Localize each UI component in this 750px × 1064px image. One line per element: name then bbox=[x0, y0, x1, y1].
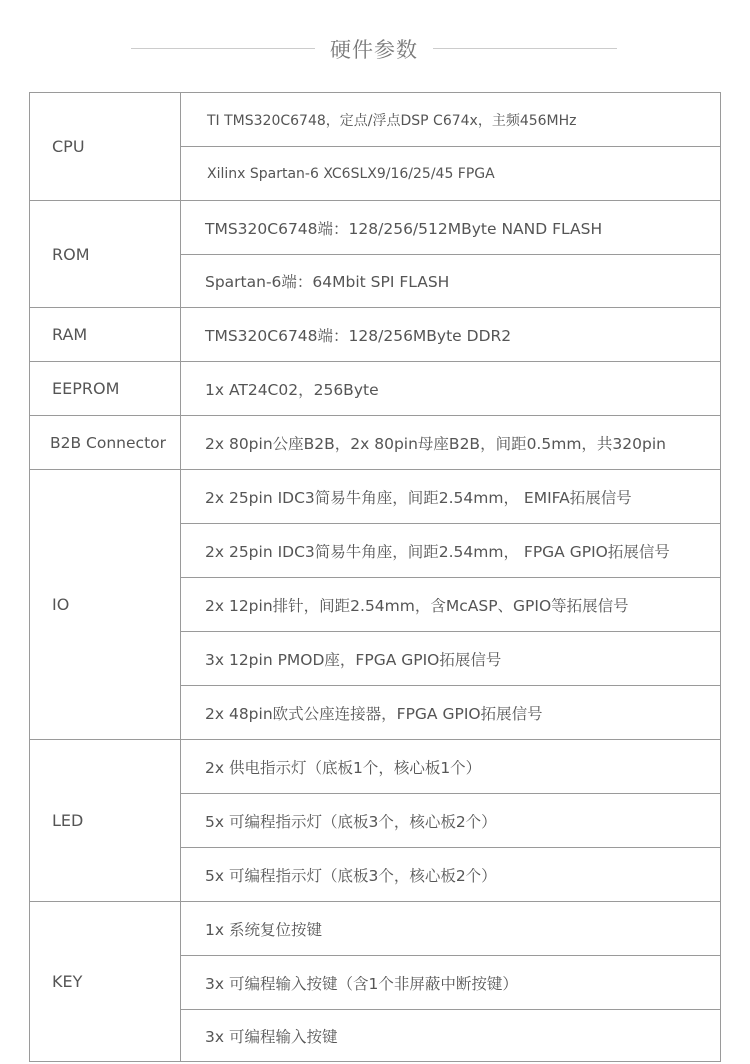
table-row bbox=[30, 362, 721, 416]
spec-value: TI TMS320C6748，定点/浮点DSP C674x，主频456MHz bbox=[181, 93, 721, 147]
spec-value: 3x 12pin PMOD座，FPGA GPIO拓展信号 bbox=[181, 632, 721, 686]
table-row bbox=[30, 740, 721, 794]
section-header bbox=[0, 30, 750, 66]
spec-category-io: IO bbox=[30, 470, 181, 740]
spec-value: 2x 48pin欧式公座连接器，FPGA GPIO拓展信号 bbox=[181, 686, 721, 740]
title-divider-right bbox=[433, 48, 617, 49]
spec-category-key: KEY bbox=[30, 902, 181, 1062]
spec-value: TMS320C6748端：128/256/512MByte NAND FLASH bbox=[181, 201, 721, 255]
spec-value: 1x 系统复位按键 bbox=[181, 902, 721, 956]
spec-category-cpu: CPU bbox=[30, 93, 181, 201]
table-row bbox=[30, 201, 721, 255]
spec-value: TMS320C6748端：128/256MByte DDR2 bbox=[181, 308, 721, 362]
spec-value: 2x 12pin排针，间距2.54mm，含McASP、GPIO等拓展信号 bbox=[181, 578, 721, 632]
spec-category-eeprom: EEPROM bbox=[30, 362, 181, 416]
table-row bbox=[30, 470, 721, 524]
spec-value: 1x AT24C02，256Byte bbox=[181, 362, 721, 416]
spec-value: 3x 可编程输入按键 bbox=[181, 1010, 721, 1062]
page-title: 硬件参数 bbox=[330, 38, 418, 62]
spec-value: 2x 80pin公座B2B，2x 80pin母座B2B，间距0.5mm，共320pin bbox=[181, 416, 721, 470]
spec-value: 3x 可编程输入按键（含1个非屏蔽中断按键） bbox=[181, 956, 721, 1010]
spec-value: Xilinx Spartan-6 XC6SLX9/16/25/45 FPGA bbox=[181, 147, 721, 201]
table-row bbox=[30, 902, 721, 956]
table-row bbox=[30, 308, 721, 362]
spec-value: 2x 25pin IDC3简易牛角座，间距2.54mm， EMIFA拓展信号 bbox=[181, 470, 721, 524]
spec-category-ram: RAM bbox=[30, 308, 181, 362]
spec-value: 2x 25pin IDC3简易牛角座，间距2.54mm， FPGA GPIO拓展信号 bbox=[181, 524, 721, 578]
spec-category-led: LED bbox=[30, 740, 181, 902]
spec-value: 5x 可编程指示灯（底板3个，核心板2个） bbox=[181, 848, 721, 902]
spec-value: 5x 可编程指示灯（底板3个，核心板2个） bbox=[181, 794, 721, 848]
spec-value: 2x 供电指示灯（底板1个，核心板1个） bbox=[181, 740, 721, 794]
table-row bbox=[30, 93, 721, 147]
title-divider-left bbox=[131, 48, 315, 49]
spec-value: Spartan-6端：64Mbit SPI FLASH bbox=[181, 255, 721, 308]
table-row bbox=[30, 416, 721, 470]
spec-category-b2b-connector: B2B Connector bbox=[30, 416, 181, 470]
hardware-spec-table bbox=[29, 92, 721, 1062]
spec-category-rom: ROM bbox=[30, 201, 181, 308]
